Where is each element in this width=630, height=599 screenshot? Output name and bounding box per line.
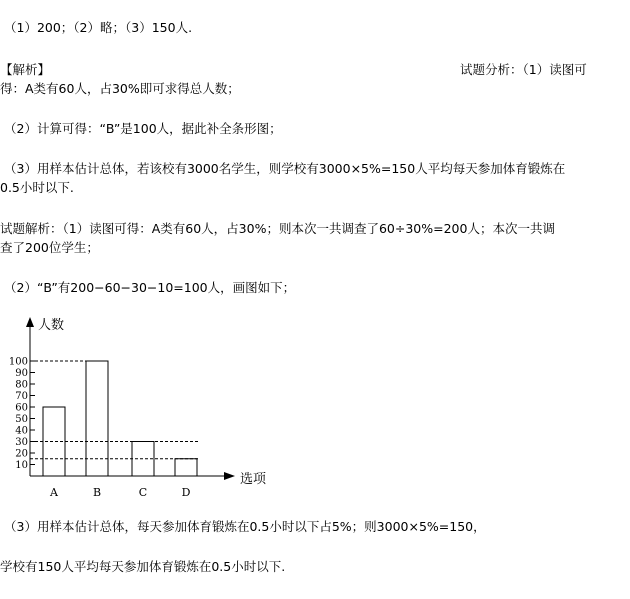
y-tick-label: 60 xyxy=(15,402,28,414)
y-tick-label: 30 xyxy=(15,437,28,448)
y-tick-label: 80 xyxy=(15,379,28,391)
y-tick-label: 50 xyxy=(15,414,28,425)
analysis-line-3b: 0.5小时以下. xyxy=(0,180,74,195)
solution-line-1b: 查了200位学生； xyxy=(0,240,99,255)
answers-line: （1）200；（2）略；（3）150人. xyxy=(4,20,193,35)
x-tick-label: A xyxy=(50,486,58,499)
x-tick-label: D xyxy=(181,486,191,499)
y-tick-label: 40 xyxy=(15,425,28,437)
bar-D xyxy=(175,459,197,476)
analysis-intro: 试题分析：（1）读图可 xyxy=(460,62,587,77)
y-tick-label: 10 xyxy=(15,460,28,471)
y-tick-label: 100 xyxy=(8,356,28,368)
x-tick-label: C xyxy=(138,486,148,499)
analysis-line-2: （2）计算可得：“B”是100人，据此补全条形图； xyxy=(4,121,282,136)
y-tick-label: 20 xyxy=(15,448,28,460)
y-axis-arrow xyxy=(26,317,34,327)
y-tick-label: 70 xyxy=(15,391,28,402)
x-axis-label: 选项 xyxy=(240,472,267,487)
solution-line-3: （3）用样本估计总体，每天参加体育锻炼在0.5小时以下占5%；则3000×5%=150， xyxy=(4,519,486,534)
analysis-line-1: 得：A类有60人，占30%即可求得总人数； xyxy=(0,81,240,96)
analysis-line-3a: （3）用样本估计总体，若该校有3000名学生，则学校有3000×5%=150人平均每天参加体育锻炼在 xyxy=(4,161,566,176)
bar-chart xyxy=(0,305,630,515)
x-tick-label: B xyxy=(92,486,102,499)
solution-line-4: 学校有150人平均每天参加体育锻炼在0.5小时以下. xyxy=(0,559,286,574)
y-tick-label: 90 xyxy=(15,368,28,379)
x-axis-arrow xyxy=(224,472,235,480)
solution-line-2: （2）“B”有200−60−30−10=100人，画图如下； xyxy=(4,280,296,295)
solution-line-1a: 试题解析：（1）读图可得：A类有60人，占30%；则本次一共调查了60÷30%=200人；本次一共调 xyxy=(0,221,555,236)
analysis-label: 【解析】 xyxy=(0,62,51,77)
y-axis-label: 人数 xyxy=(38,318,65,333)
